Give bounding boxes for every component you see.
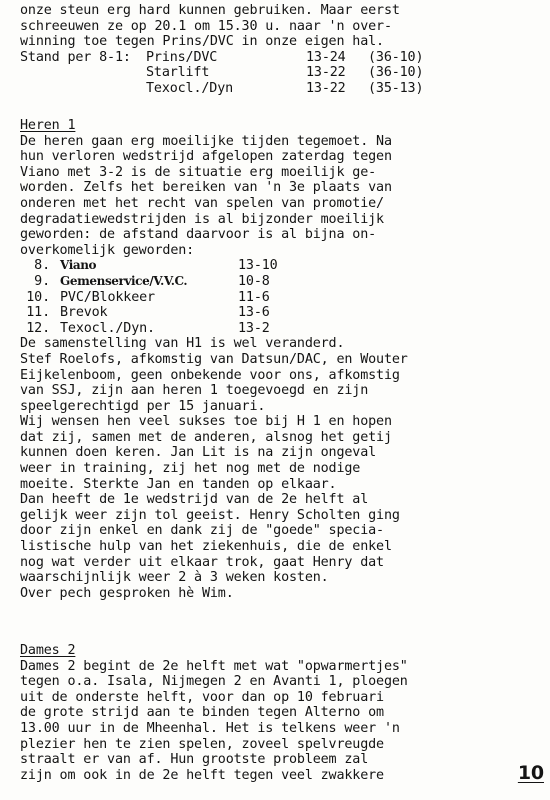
- standings-score: 13-22: [306, 80, 346, 96]
- text-line: weer in training, zij het nog met de nodige: [20, 461, 361, 477]
- league-team: Brevok: [60, 305, 108, 321]
- text-line: kunnen doen keren. Jan Lit is na zijn ongeval: [20, 445, 377, 461]
- text-line: degradatiewedstrijden is al bijzonder moeilijk: [20, 211, 384, 227]
- text-line: De samenstelling van H1 is wel veranderd.: [20, 336, 345, 352]
- text-line: geworden: de afstand daarvoor is al bijna on-: [20, 227, 377, 243]
- standings-row: [20, 81, 532, 97]
- league-rank: 8.: [34, 258, 50, 274]
- standings-score: 13-22: [306, 65, 346, 81]
- league-team: Texocl./Dyn.: [60, 320, 155, 336]
- text-line: zijn om ook in de 2e helft tegen veel zwakkere: [20, 767, 384, 783]
- league-row: [20, 274, 532, 290]
- standings-label: Stand per 8-1:: [20, 49, 131, 65]
- text-line: onderen met het recht van spelen van promotie/: [20, 195, 384, 211]
- league-row: [20, 290, 532, 306]
- standings-detail: (36-10): [368, 65, 424, 81]
- league-row: [20, 321, 532, 337]
- standings-score: 13-24: [306, 49, 346, 65]
- text-line: plezier hen te zien spelen, zoveel spelvreugde: [20, 736, 384, 752]
- text-line: waarschijnlijk weer 2 à 3 weken kosten.: [20, 570, 329, 586]
- league-rank: 10.: [26, 289, 50, 305]
- text-line: winning toe tegen Prins/DVC in onze eigen hal.: [20, 34, 384, 50]
- standings-detail: (36-10): [368, 49, 424, 65]
- league-score: 13-6: [238, 305, 270, 321]
- section-heading: Dames 2: [20, 643, 76, 658]
- league-team: Viano: [60, 258, 97, 273]
- heren-section: [20, 118, 532, 601]
- text-line: tegen o.a. Isala, Nijmegen 2 en Avanti 1, ploegen: [20, 674, 408, 690]
- league-row: [20, 258, 532, 274]
- text-line: de grote strijd aan te binden tegen Alterno om: [20, 705, 384, 721]
- text-line: Over pech gesproken hè Wim.: [20, 585, 234, 601]
- league-rank: 9.: [34, 273, 50, 289]
- text-line: schreeuwen ze op 20.1 om 15.30 u. naar 'n over-: [20, 18, 392, 34]
- text-line: overkomelijk geworden:: [20, 242, 195, 258]
- league-score: 13-10: [238, 258, 278, 274]
- text-line: De heren gaan erg moeilijke tijden tegemoet. Na: [20, 133, 392, 149]
- standings-detail: (35-13): [368, 80, 424, 96]
- text-line: uit de onderste helft, voor dan op 10 februari: [20, 689, 384, 705]
- text-line: onze steun erg hard kunnen gebruiken. Maar eerst: [20, 3, 400, 18]
- text-line: speelgerechtigd per 15 januari.: [20, 398, 266, 414]
- text-line: worden. Zelfs het bereiken van 'n 3e plaats van: [20, 180, 392, 196]
- text-line: moeite. Sterkte Jan en tanden op elkaar.: [20, 476, 337, 492]
- text-line: dat zij, samen met de anderen, alsnog het getij: [20, 429, 392, 445]
- league-team: PVC/Blokkeer: [60, 289, 155, 305]
- text-line: Dan heeft de 1e wedstrijd van de 2e helft al: [20, 492, 369, 508]
- league-score: 10-8: [238, 273, 270, 289]
- text-line: straalt er van af. Hun grootste probleem zal: [20, 752, 369, 768]
- page-number: 10: [517, 762, 544, 785]
- text-line: Eijkelenboom, geen onbekende voor ons, afkomstig: [20, 367, 400, 383]
- dames-section: [20, 643, 532, 783]
- text-line: Viano met 3-2 is de situatie erg moeilijk ge-: [20, 164, 377, 180]
- standings-row: [20, 65, 532, 81]
- league-score: 11-6: [238, 289, 270, 305]
- league-rank: 11.: [26, 305, 50, 321]
- standings-row: [20, 50, 532, 66]
- text-line: Dames 2 begint de 2e helft met wat "opwarmertjes": [20, 658, 408, 674]
- text-line: 13.00 uur in de Mheenhal. Het is telkens weer 'n: [20, 720, 400, 736]
- intro-section: [20, 3, 532, 97]
- standings-team: Starlift: [146, 65, 210, 81]
- section-heading: Heren 1: [20, 118, 76, 133]
- text-line: door zijn enkel en dank zij de "goede" specia-: [20, 523, 384, 539]
- league-score: 13-2: [238, 320, 270, 336]
- league-team: Gemenservice/V.V.C.: [60, 273, 188, 288]
- text-line: van SSJ, zijn aan heren 1 toegevoegd en zijn: [20, 383, 369, 399]
- text-line: Stef Roelofs, afkomstig van Datsun/DAC, en Wouter: [20, 351, 408, 367]
- text-line: listische hulp van het ziekenhuis, die de enkel: [20, 539, 392, 555]
- standings-team: Prins/DVC: [146, 49, 218, 65]
- text-line: gelijk weer zijn tol geeist. Henry Scholten ging: [20, 507, 400, 523]
- text-line: hun verloren wedstrijd afgelopen zaterdag tegen: [20, 149, 392, 165]
- league-rank: 12.: [26, 320, 50, 336]
- standings-team: Texocl./Dyn: [146, 80, 234, 96]
- text-line: nog wat verder uit elkaar trok, gaat Henry dat: [20, 554, 384, 570]
- league-row: [20, 305, 532, 321]
- text-line: Wij wensen hen veel sukses toe bij H 1 en hopen: [20, 414, 392, 430]
